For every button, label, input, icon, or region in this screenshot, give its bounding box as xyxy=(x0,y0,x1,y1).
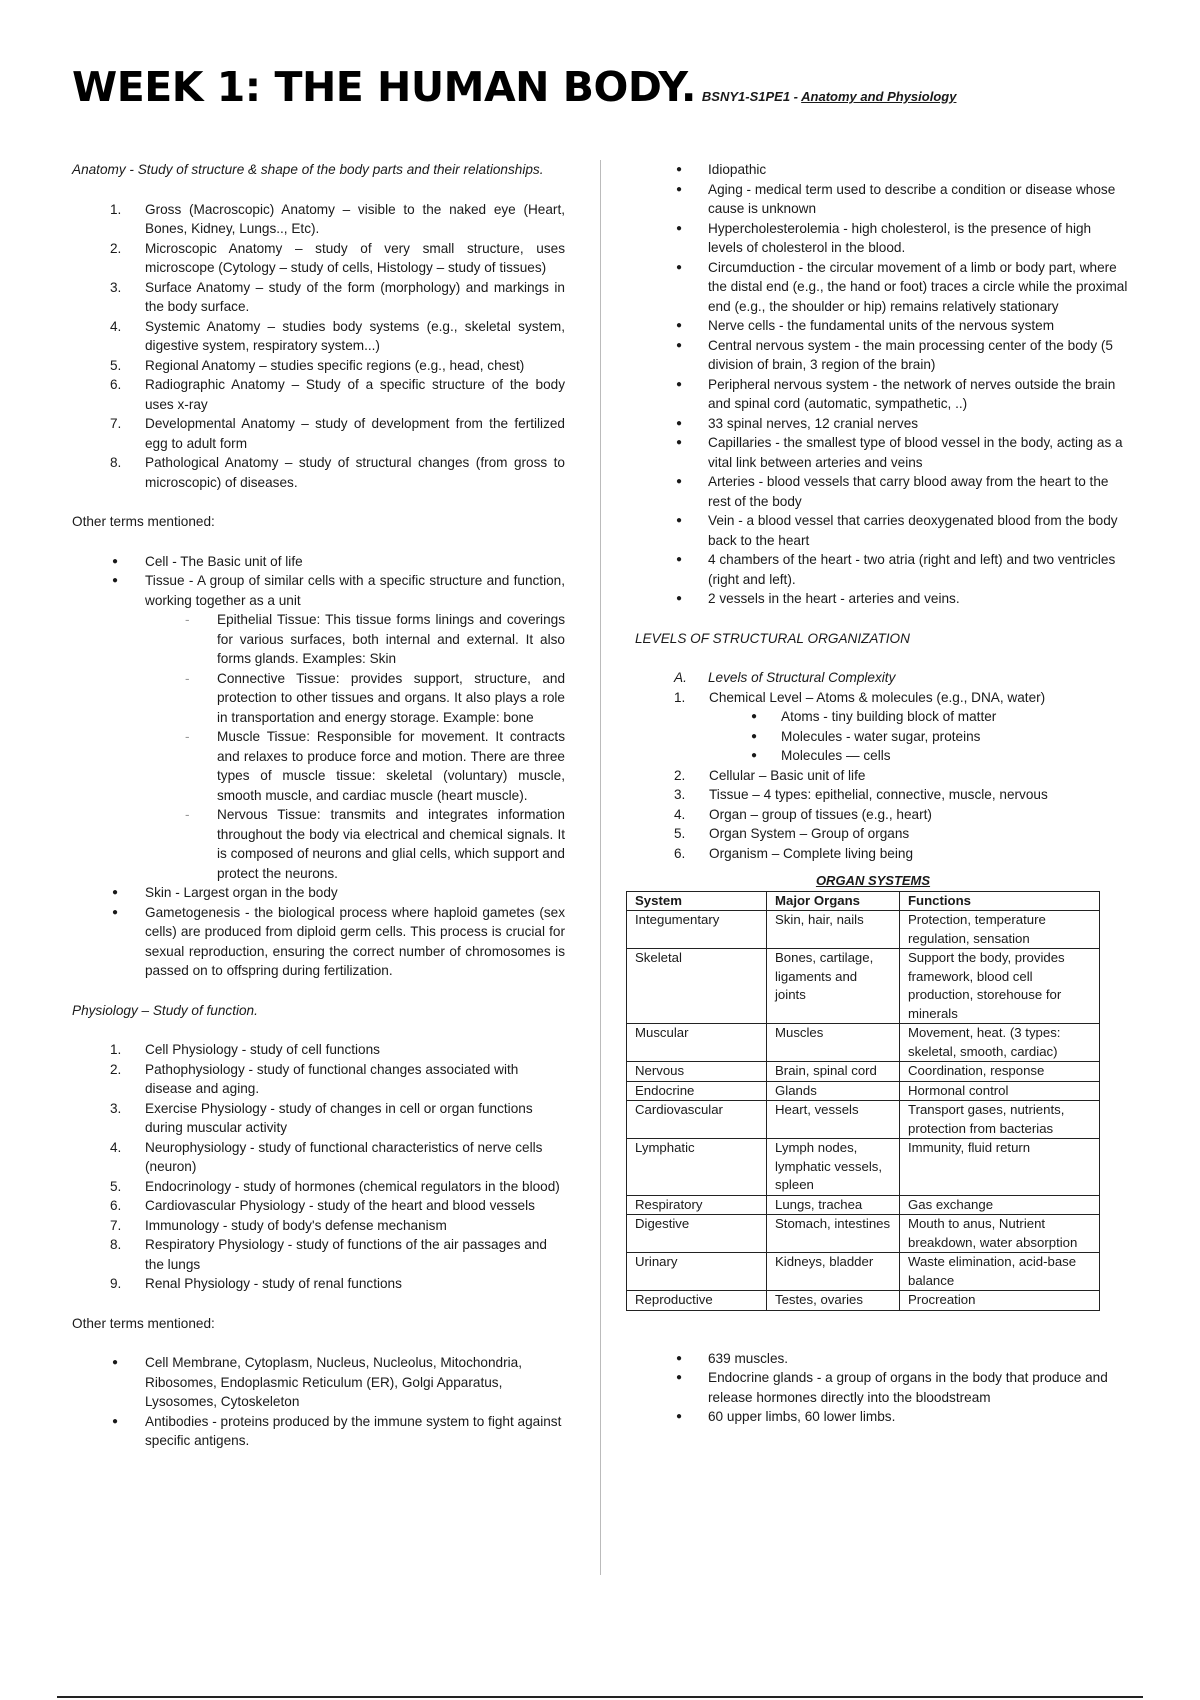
table-cell: Skeletal xyxy=(627,949,767,1024)
list-item: ● 2 vessels in the heart - arteries and veins. xyxy=(636,589,1128,609)
list-item: ● Central nervous system - the main processing center of the body (5 division of brain, 3 region of the brain) xyxy=(636,336,1128,375)
table-cell: Transport gases, nutrients, protection from bacterias xyxy=(900,1101,1100,1139)
table-cell: Skin, hair, nails xyxy=(767,911,900,949)
organ-systems-title: ORGAN SYSTEMS xyxy=(815,873,931,888)
list-item: ● Antibodies - proteins produced by the immune system to fight against specific antigens. xyxy=(72,1412,565,1451)
list-item: 8. Respiratory Physiology - study of functions of the air passages and the lungs xyxy=(110,1237,547,1272)
table-cell: Cardiovascular xyxy=(627,1101,767,1139)
list-item: ● 60 upper limbs, 60 lower limbs. xyxy=(636,1407,1128,1427)
list-item: A. Levels of Structural Complexity xyxy=(674,670,896,685)
list-item: 3. Tissue – 4 types: epithelial, connective, muscle, nervous xyxy=(674,787,1048,802)
right-column xyxy=(636,160,1128,1427)
list-item: 1. Cell Physiology - study of cell functions xyxy=(110,1042,380,1057)
tissue-types-list xyxy=(72,610,565,883)
list-item: 5. Endocrinology - study of hormones (chemical regulators in the blood) xyxy=(110,1178,560,1194)
list-item: 1. Chemical Level – Atoms & molecules (e.g., DNA, water) xyxy=(674,689,1046,705)
list-item: ● 639 muscles. xyxy=(636,1349,1128,1369)
table-header-row xyxy=(627,891,1100,911)
table-cell: Testes, ovaries xyxy=(767,1291,900,1311)
table-row xyxy=(627,1024,1100,1062)
list-item: 6. Radiographic Anatomy – Study of a specific structure of the body uses x-ray xyxy=(110,377,565,412)
left-column xyxy=(72,160,565,1451)
table-cell: Coordination, response xyxy=(900,1062,1100,1082)
list-item: ● 4 chambers of the heart - two atria (right and left) and two ventricles (right and left). xyxy=(636,550,1128,589)
list-item: 2. Cellular – Basic unit of life xyxy=(674,767,866,783)
list-item: ● Cell Membrane, Cytoplasm, Nucleus, Nucleolus, Mitochondria, Ribosomes, Endoplasmic Reticulum (ER), Golgi Apparatus, Lysosomes, Cytoskeleton xyxy=(72,1353,565,1412)
list-item: 6. Organism – Complete living being xyxy=(674,845,914,861)
levels-list xyxy=(636,668,1128,688)
list-item: 5. Organ System – Group of organs xyxy=(674,826,910,841)
list-item: ● Nerve cells - the fundamental units of the nervous system xyxy=(636,316,1128,336)
bottom-terms-list xyxy=(636,1349,1128,1427)
chemical-level-list xyxy=(636,707,1128,766)
table-cell: Procreation xyxy=(900,1291,1100,1311)
list-item: ● Molecules — cells xyxy=(636,746,1128,766)
table-cell: Mouth to anus, Nutrient breakdown, water absorption xyxy=(900,1215,1100,1253)
list-item: 4. Organ – group of tissues (e.g., heart) xyxy=(674,806,932,822)
table-cell: Kidneys, bladder xyxy=(767,1253,900,1291)
list-item: ● Cell - The Basic unit of life xyxy=(72,552,565,572)
list-item: 2. Microscopic Anatomy – study of very small structure, uses microscope (Cytology – study of cells, Histology – study of tissues) xyxy=(110,240,565,275)
other-terms-list xyxy=(72,552,565,981)
table-cell: Movement, heat. (3 types: skeletal, smooth, cardiac) xyxy=(900,1024,1100,1062)
list-item: 7. Developmental Anatomy – study of development from the fertilized egg to adult form xyxy=(110,416,565,451)
table-row xyxy=(627,1101,1100,1139)
anatomy-definition: Anatomy - Study of structure & shape of the body parts and their relationships. xyxy=(72,162,544,177)
table-row xyxy=(627,1195,1100,1215)
table-cell: Support the body, provides framework, blood cell production, storehouse for minerals xyxy=(900,949,1100,1024)
list-item: 1. Gross (Macroscopic) Anatomy – visible to the naked eye (Heart, Bones, Kidney, Lungs.., Etc). xyxy=(110,201,565,236)
list-item: - Nervous Tissue: transmits and integrates information throughout the body via electrical and chemical signals. It is composed of neurons and glial cells, which support and protect the neurons. xyxy=(72,805,565,883)
table-cell: Protection, temperature regulation, sensation xyxy=(900,911,1100,949)
list-item: ● Idiopathic xyxy=(636,160,1128,180)
table-cell: Nervous xyxy=(627,1062,767,1082)
list-item: 6. Cardiovascular Physiology - study of the heart and blood vessels xyxy=(110,1198,535,1213)
list-item: 5. Regional Anatomy – studies specific regions (e.g., head, chest) xyxy=(110,357,525,373)
list-item: 3. Exercise Physiology - study of changes in cell or organ functions during muscular activity xyxy=(110,1100,533,1135)
terms-list xyxy=(636,160,1128,609)
list-item: 9. Renal Physiology - study of renal functions xyxy=(110,1276,402,1291)
table-row xyxy=(627,1253,1100,1291)
list-item: - Connective Tissue: provides support, structure, and protection to other tissues and organs. It also plays a role in transportation and energy storage. Example: bone xyxy=(72,669,565,728)
page-title: WEEK 1: THE HUMAN BODY. xyxy=(72,63,696,111)
anatomy-types-list xyxy=(72,200,565,493)
list-item: ● Atoms - tiny building block of matter xyxy=(636,707,1128,727)
list-item: ● Endocrine glands - a group of organs in the body that produce and release hormones directly into the bloodstream xyxy=(636,1368,1128,1407)
list-item: ● Hypercholesterolemia - high cholesterol, is the presence of high levels of cholesterol in the blood. xyxy=(636,219,1128,258)
levels-heading: LEVELS OF STRUCTURAL ORGANIZATION xyxy=(635,630,910,646)
table-cell: Lungs, trachea xyxy=(767,1195,900,1215)
table-cell: Muscles xyxy=(767,1024,900,1062)
list-item: - Muscle Tissue: Responsible for movement. It contracts and relaxes to produce force and motion. There are three types of muscle tissue: skeletal (voluntary) muscle, smooth muscle, and cardiac muscle (heart muscle). xyxy=(72,727,565,805)
table-cell: Brain, spinal cord xyxy=(767,1062,900,1082)
list-item: ● Molecules - water sugar, proteins xyxy=(636,727,1128,747)
table-cell: Reproductive xyxy=(627,1291,767,1311)
table-cell: Urinary xyxy=(627,1253,767,1291)
list-item: 7. Immunology - study of body's defense mechanism xyxy=(110,1217,447,1233)
list-item: 4. Systemic Anatomy – studies body systems (e.g., skeletal system, digestive system, respiratory system...) xyxy=(110,318,565,353)
table-row xyxy=(627,1062,1100,1082)
list-item: ● Gametogenesis - the biological process where haploid gametes (sex cells) are produced from diploid germ cells. This process is crucial for sexual reproduction, ensuring the correct number of chromosomes is passed on to offspring during fertilization. xyxy=(72,903,565,981)
table-cell: Bones, cartilage, ligaments and joints xyxy=(767,949,900,1024)
list-item: - Epithelial Tissue: This tissue forms linings and coverings for various surfaces, both internal and external. It also forms glands. Examples: Skin xyxy=(72,610,565,669)
physiology-definition: Physiology – Study of function. xyxy=(72,1002,258,1018)
column-divider xyxy=(600,160,601,1575)
table-cell: Digestive xyxy=(627,1215,767,1253)
table-cell: Glands xyxy=(767,1081,900,1101)
table-cell: Endocrine xyxy=(627,1081,767,1101)
list-item: ● Circumduction - the circular movement of a limb or body part, where the distal end (e.g., the hand or foot) traces a circle while the proximal end (e.g., the shoulder or hip) remains relatively stationary xyxy=(636,258,1128,317)
table-cell: Integumentary xyxy=(627,911,767,949)
table-cell: Respiratory xyxy=(627,1195,767,1215)
list-item: ● Aging - medical term used to describe a condition or disease whose cause is unknown xyxy=(636,180,1128,219)
list-item: ● Tissue - A group of similar cells with a specific structure and function, working together as a unit - Epithelial Tissue: This tissue forms linings and coverings for various surfaces, both internal and external. It also forms glands. Examples: Skin - Connective Tissue: provides support, structure, and protection to other tissues and organs. It also plays a role in transportation and energy storage. Example: bone - Muscle Tissue: Responsible for movement. It contracts and relaxes to produce force and motion. There are three types of muscle tissue: skeletal (voluntary) muscle, smooth muscle, and cardiac muscle (heart muscle). - Nervous Tissue: transmits and integrates information throughout the body via electrical and chemical signals. It is composed of neurons and glial cells, which support and protect the neurons. xyxy=(72,571,565,883)
table-row xyxy=(627,1081,1100,1101)
list-item: ● Peripheral nervous system - the network of nerves outside the brain and spinal cord (automatic, sympathetic, ..) xyxy=(636,375,1128,414)
list-item: 8. Pathological Anatomy – study of structural changes (from gross to microscopic) of diseases. xyxy=(110,455,565,490)
physiology-types-list xyxy=(72,1040,565,1294)
list-item: 2. Pathophysiology - study of functional changes associated with disease and aging. xyxy=(110,1061,519,1096)
table-cell: Waste elimination, acid-base balance xyxy=(900,1253,1100,1291)
list-item: ● Vein - a blood vessel that carries deoxygenated blood from the body back to the heart xyxy=(636,511,1128,550)
table-cell: Stomach, intestines xyxy=(767,1215,900,1253)
list-item: ● Capillaries - the smallest type of blood vessel in the body, acting as a vital link between arteries and veins xyxy=(636,433,1128,472)
table-row xyxy=(627,949,1100,1024)
levels-numbered-list xyxy=(636,766,1128,864)
other-terms-heading: Other terms mentioned: xyxy=(72,514,215,529)
column-header: Major Organs xyxy=(767,891,900,911)
list-item: 4. Neurophysiology - study of functional characteristics of nerve cells (neuron) xyxy=(110,1139,543,1174)
course-code: BSNY1-S1PE1 - xyxy=(701,89,802,104)
footer-rule xyxy=(57,1696,1143,1698)
list-item: ● Skin - Largest organ in the body xyxy=(72,883,565,903)
table-cell: Lymphatic xyxy=(627,1139,767,1196)
table-cell: Hormonal control xyxy=(900,1081,1100,1101)
course-subtitle xyxy=(702,89,957,104)
list-item: ● Arteries - blood vessels that carry blood away from the heart to the rest of the body xyxy=(636,472,1128,511)
list-item: 3. Surface Anatomy – study of the form (morphology) and markings in the body surface. xyxy=(110,279,565,314)
table-cell: Immunity, fluid return xyxy=(900,1139,1100,1196)
other-terms-heading: Other terms mentioned: xyxy=(72,1315,215,1331)
table-cell: Muscular xyxy=(627,1024,767,1062)
table-row xyxy=(627,1139,1100,1196)
table-cell: Lymph nodes, lymphatic vessels, spleen xyxy=(767,1139,900,1196)
table-row xyxy=(627,1291,1100,1311)
list-item: ● 33 spinal nerves, 12 cranial nerves xyxy=(636,414,1128,434)
column-header: Functions xyxy=(900,891,1100,911)
levels-numbered-list xyxy=(636,688,1128,708)
organ-systems-table xyxy=(626,891,1100,1311)
course-name: Anatomy and Physiology xyxy=(801,89,957,104)
table-row xyxy=(627,1215,1100,1253)
column-header: System xyxy=(627,891,767,911)
table-row xyxy=(627,911,1100,949)
page-header xyxy=(72,63,957,111)
table-cell: Heart, vessels xyxy=(767,1101,900,1139)
table-cell: Gas exchange xyxy=(900,1195,1100,1215)
cell-terms-list xyxy=(72,1353,565,1451)
